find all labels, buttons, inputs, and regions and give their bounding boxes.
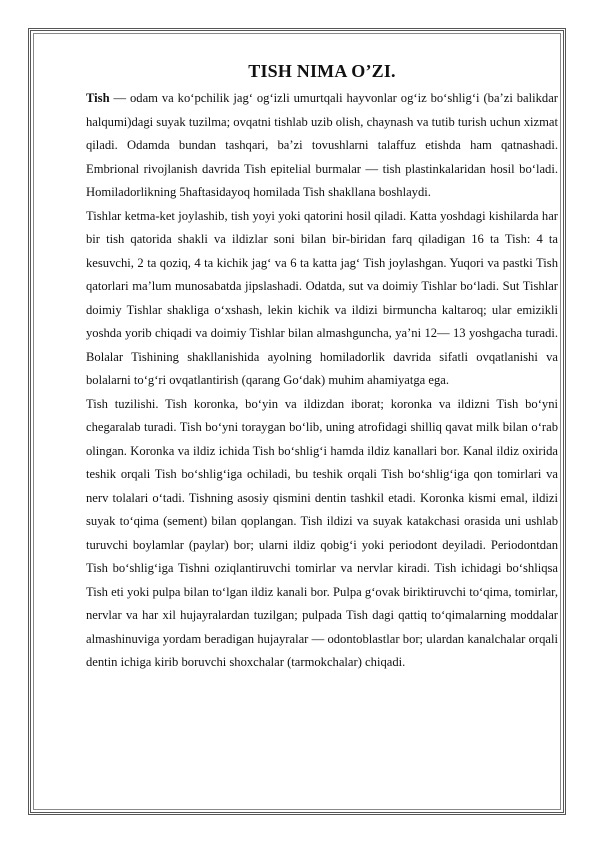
paragraph-1 (86, 87, 558, 205)
document-title: TISH NIMA O’ZI. (248, 61, 396, 81)
lead-term: Tish (86, 91, 110, 105)
paragraph-3: Tish tuzilishi. Tish koronka, bo‘yin va ildizdan iborat; koronka va ildizni Tish bo‘yni chegaralab turadi. Tish bo‘yni toraygan bo‘lib, uning atrofidagi shilliq qavat milk bilan o‘rab olingan. Koronka va ildiz ichida Tish bo‘shlig‘i hamda ildiz kanallari bor. Kanal ildiz oxirida teshik orqali Tish bo‘shlig‘iga ochiladi, bu teshik orqali Tish bo‘shlig‘iga qon tomirlari va nerv tolalari o‘tadi. Tishning asosiy qismini dentin tashkil etadi. Koronka kismi emal, ildizi suyak to‘qima (sement) bilan qoplangan. Tish ildizi va suyak katakchasi orasida uni ushlab turuvchi boylamlar (paylar) bor; ularni ildiz qobig‘i yoki periodont deyiladi. Periodontdan Tish bo‘shlig‘iga Tishni oziqlantiruvchi tomirlar va nervlar kiradi. Tish ichidagi bo‘shliqsa Tish eti yoki pulpa bilan to‘lgan ildiz kanali bor. Pulpa g‘ovak biriktiruvchi to‘qima, tomirlar, nervlar va har xil hujayralardan tuzilgan; pulpada Tish dagi qattiq to‘qimalarning moddalar almashinuviga yordam beradigan hujayralar — odontoblastlar bor; ulardan kanalchalar orqali dentin ichiga kirib boruvchi shoxchalar (tarmokchalar) chiqadi. (86, 396, 558, 669)
paragraph-2: Tishlar ketma-ket joylashib, tish yoyi yoki qatorini hosil qiladi. Katta yoshdagi kishilarda har bir tish qatorida shakli va ildizlar soni bilan bir-biridan farq qiladigan 16 ta Tish: 4 ta kesuvchi, 2 ta qoziq, 4 ta kichik jag‘ va 6 ta katta jag‘ Tish joylashgan. Yuqori va pastki Tish qatorlari ma’lum munosabatda jipslashadi. Odatda, sut va doimiy Tishlar bo‘ladi. Sut Tishlar doimiy Tishlar shakliga o‘xshash, lekin kichik va ildizi birmuncha kaltaroq; ular emizikli yoshda yorib chiqadi va doimiy Tishlar bilan almashguncha, ya’ni 12— 13 yoshgacha turadi. Bolalar Tishining shakllanishida ayolning homiladorlik davrida sifatli ovqatlanishi va bolalarni to‘g‘ri ovqatlantirish (qarang Go‘dak) muhim ahamiyatga ega. (86, 208, 558, 387)
document-body (86, 58, 558, 675)
paragraph-1-text: — odam va ko‘pchilik jag‘ og‘izli umurtqali hayvonlar og‘iz bo‘shlig‘i (ba’zi balikdar halqumi)dagi suyak tuzilma; ovqatni tishlab uzib olish, chaynash va tutib turish uchun xizmat qiladi. Odamda bundan tashqari, ba’zi tovushlarni talaffuz etishda ham qatnashadi. Embrional rivojlanish davrida Tish epitelial burmalar — tish plastinkalaridan hosil bo‘ladi. Homiladorlikning 5haftasidayoq homilada Tish shakllana boshlaydi. (86, 91, 558, 199)
